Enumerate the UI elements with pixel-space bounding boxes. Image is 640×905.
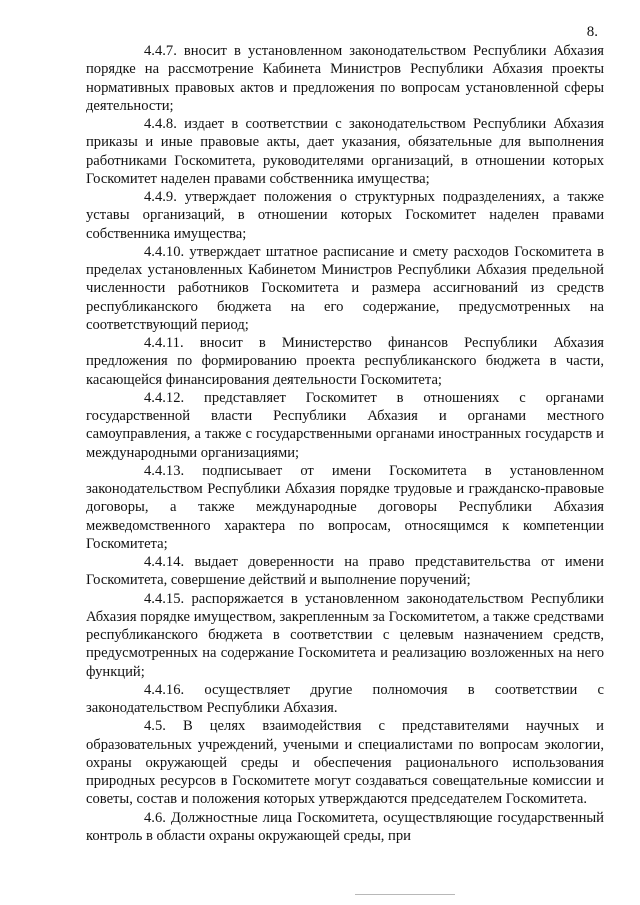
bottom-divider: [355, 894, 455, 895]
document-body: [86, 42, 604, 845]
paragraph-4-4-12: 4.4.12. представляет Госкомитет в отношениях с органами государственной власти Республики Абхазия и органами местного самоуправления, а также с государственными органами иностранных государств и международными организациями;: [86, 389, 604, 461]
paragraph-4-4-10: 4.4.10. утверждает штатное расписание и смету расходов Госкомитета в пределах установленных Кабинетом Министров Республики Абхазия предельной численности работников Госкомитета и размера ассигнований из средств республиканского бюджета на его содержание, предусмотренных на соответствующий период;: [86, 243, 604, 333]
paragraph-4-4-7: 4.4.7. вносит в установленном законодательством Республики Абхазия порядке на рассмотрение Кабинета Министров Республики Абхазия проекты нормативных правовых актов и предложения по вопросам установленной сферы деятельности;: [86, 43, 604, 114]
paragraph-4-4-9: 4.4.9. утверждает положения о структурных подразделениях, а также уставы организаций, в отношении которых Госкомитет наделен правами собственника имущества;: [86, 189, 604, 242]
paragraph-4-4-16: 4.4.16. осуществляет другие полномочия в соответствии с законодательством Республики Абхазия.: [86, 681, 604, 716]
paragraph-4-4-15: 4.4.15. распоряжается в установленном законодательством Республики Абхазия порядке имуществом, закрепленным за Госкомитетом, а также средствами республиканского бюджета в соответствии с целевым назначением средств, предусмотренных на содержание Госкомитета и реализацию возложенных на него функций;: [86, 590, 604, 680]
paragraph-4-4-8: 4.4.8. издает в соответствии с законодательством Республики Абхазия приказы и иные правовые акты, дает указания, обязательные для выполнения работниками Госкомитета, руководителями организаций, в отношении которых Госкомитет наделен правами собственника имущества;: [86, 116, 604, 187]
paragraph-4-4-13: 4.4.13. подписывает от имени Госкомитета в установленном законодательством Республики Абхазия порядке трудовые и гражданско-правовые договоры, а также международные договоры Республики Абхазия межведомственного характера по вопросам, относящимся к компетенции Госкомитета;: [86, 462, 604, 552]
paragraph-4-5: 4.5. В целях взаимодействия с представителями научных и образовательных учреждений, учеными и специалистами по вопросам экологии, охраны окружающей среды и обеспечения рационального использования природных ресурсов в Госкомитете могут создаваться совещательные комиссии и советы, состав и положения которых утверждаются председателем Госкомитета.: [86, 718, 604, 808]
paragraph-4-4-14: 4.4.14. выдает доверенности на право представительства от имени Госкомитета, совершение действий и выполнение поручений;: [86, 554, 604, 589]
page-number: 8.: [586, 24, 598, 40]
paragraph-4-4-11: 4.4.11. вносит в Министерство финансов Республики Абхазия предложения по формированию проекта республиканского бюджета в части, касающейся финансирования деятельности Госкомитета;: [86, 335, 604, 388]
paragraph-4-6: 4.6. Должностные лица Госкомитета, осуществляющие государственный контроль в области охраны окружающей среды, при: [86, 809, 604, 844]
